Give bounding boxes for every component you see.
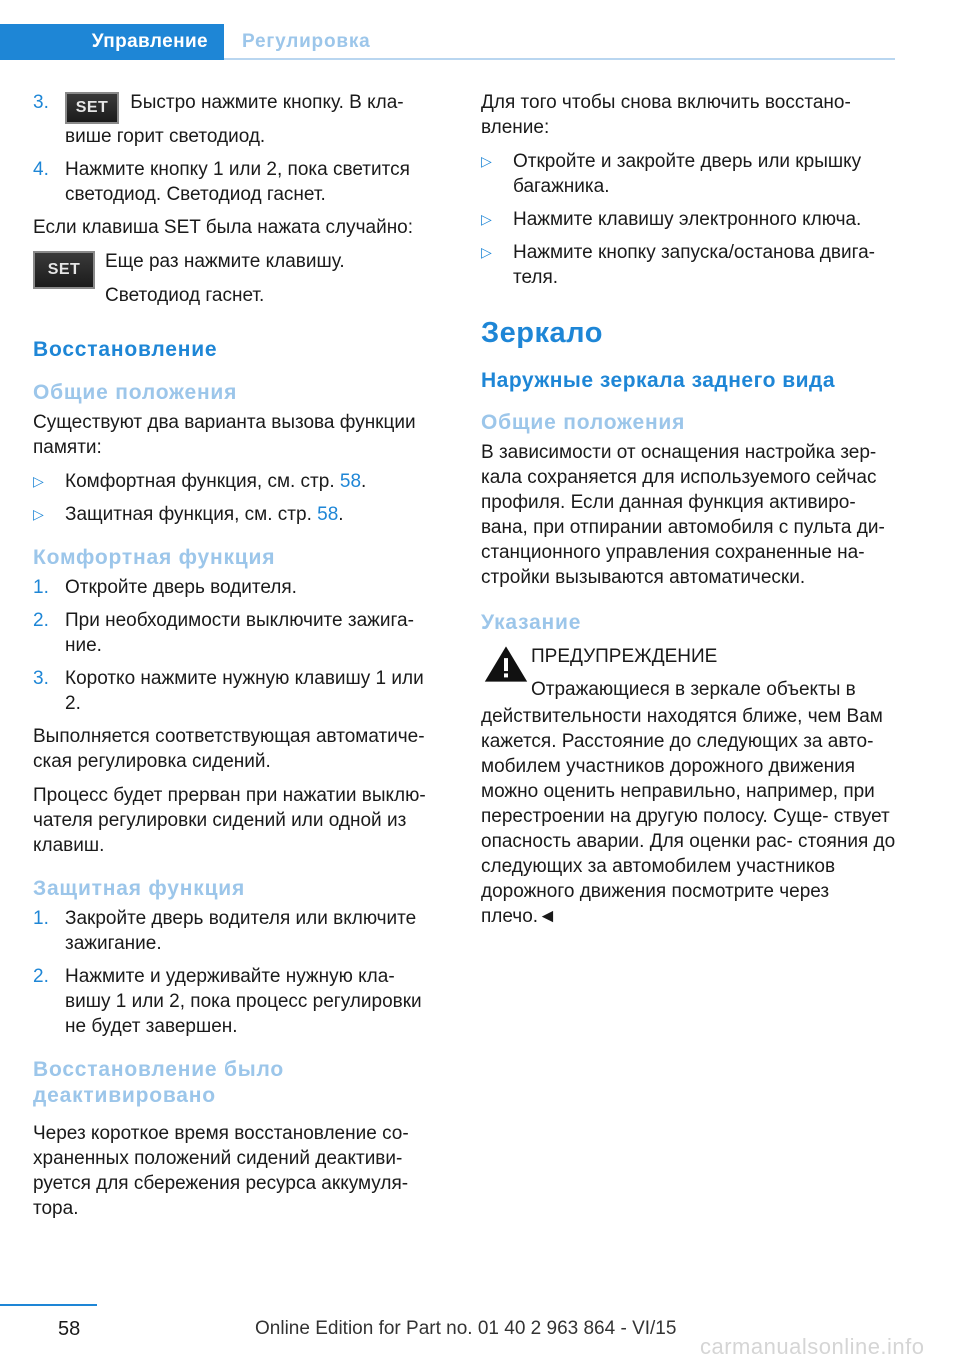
warning-title: ПРЕДУПРЕЖДЕНИЕ (531, 646, 718, 667)
step-text: Откройте дверь водителя. (65, 576, 297, 598)
subsection-heading: Комфортная функция (33, 545, 276, 569)
list-item (33, 608, 443, 658)
subsection-heading: Восстановление было деактивировано (33, 1057, 285, 1107)
bullet-text: Откройте и закройте дверь или крышку багажника. (513, 151, 862, 197)
chapter-heading: Зеркало (481, 317, 603, 349)
warning-text-first: Отражающиеся в зеркале объекты в (531, 679, 856, 700)
paragraph: Еще раз нажмите клавишу. (105, 250, 345, 272)
step-number: 2. (33, 965, 49, 987)
bullet-text: Нажмите кнопку запуска/останова двига‐ теля. (513, 242, 876, 288)
step-text: При необходимости выключите зажига‐ ние. (65, 609, 414, 656)
step-number: 3. (33, 92, 49, 113)
list-item: ▷ Комфортная функция, см. стр. 58. (33, 470, 367, 492)
triangle-bullet-icon: ▷ (33, 505, 44, 522)
step-text: Нажмите и удерживайте нужную кла‐ вишу 1 или 2, пока процесс регулировки не будет завершен. (65, 965, 422, 1037)
step-number: 1. (33, 576, 49, 598)
triangle-bullet-icon: ▷ (481, 244, 492, 260)
page-number: 58 (58, 1318, 81, 1340)
page-link[interactable]: 58 (317, 503, 339, 525)
paragraph: В зависимости от оснащения настройка зер‐ кала сохраняется для используемого сейчас профиля. Если данная функция активиро‐ вана, при отпирании автомобиля с пульта ди‐ станционного управления сохраненные на‐ стройки вызываются автоматически. (481, 442, 885, 588)
tab-adjustment: Регулировка (242, 31, 371, 52)
paragraph: Светодиод гаснет. (105, 284, 265, 306)
section-heading: Восстановление (33, 337, 218, 361)
tab-control: Управление (0, 24, 224, 60)
left-column (33, 90, 443, 1230)
list-item (33, 157, 443, 207)
list-item (33, 575, 443, 600)
triangle-bullet-icon: ▷ (481, 153, 492, 169)
step-text: Быстро нажмите кнопку. В кла‐ више горит светодиод. (65, 92, 404, 147)
step-text: Нажмите кнопку 1 или 2, пока светится светодиод. Светодиод гаснет. (65, 158, 410, 205)
step-text: Закройте дверь водителя или включите зажигание. (65, 907, 417, 954)
paragraph: Процесс будет прерван при нажатии выклю‐ чателя регулировки сидений или одной из клавиш. (33, 784, 426, 856)
step-number: 2. (33, 609, 49, 631)
list-item (33, 90, 443, 149)
comfort-steps (33, 575, 443, 716)
set-button-icon: SET (65, 92, 119, 124)
edition-info: Online Edition for Part no. 01 40 2 963 864 - VI/15 (255, 1318, 677, 1339)
step-number: 3. (33, 667, 49, 689)
watermark: carmanualsonline.info (700, 1334, 925, 1359)
list-item (33, 964, 443, 1039)
list-item (33, 666, 443, 716)
list-item (33, 906, 443, 956)
bullet-text: Нажмите клавишу электронного ключа. (513, 209, 862, 230)
warning-block (481, 644, 896, 702)
triangle-bullet-icon: ▷ (481, 211, 492, 227)
step-number: 4. (33, 158, 49, 180)
header-divider (224, 58, 895, 60)
paragraph: Для того чтобы снова включить восстано‐ вление: (481, 92, 851, 138)
list-item (481, 207, 896, 232)
subsection-heading: Защитная функция (33, 876, 246, 900)
list-item: ▷ Защитная функция, см. стр. 58. (33, 503, 344, 525)
right-column (481, 90, 896, 938)
set-button-icon: SET (33, 251, 95, 289)
set-note (33, 249, 443, 317)
footer-divider (0, 1304, 97, 1306)
paragraph: Выполняется соответствующая автоматиче‐ ская регулировка сидений. (33, 725, 425, 772)
page-link[interactable]: 58 (339, 470, 362, 492)
subsection-heading: Общие положения (481, 411, 686, 434)
step-number: 1. (33, 907, 49, 929)
warning-text: действительности находятся ближе, чем Вам кажется. Расстояние до следующих за авто‐ мобилем участников дорожного движения можно оценить неправильно, например, при перестроении на другую полосу. Суще‐ ствует опасность аварии. Для оценки рас‐ стояния до следующих за автомобилем участников дорожного движения посмотрите через плечо.◄ (481, 706, 896, 927)
list-item (481, 240, 896, 290)
paragraph: Существуют два варианта вызова функции памяти: (33, 411, 416, 458)
subsection-heading: Указание (481, 611, 582, 634)
step-text: Коротко нажмите нужную клавишу 1 или 2. (65, 667, 424, 714)
list-item (481, 149, 896, 199)
warning-triangle-icon (481, 644, 531, 684)
paragraph: Если клавиша SET была нажата случайно: (33, 216, 414, 238)
paragraph: Через короткое время восстановление со‐ храненных положений сидений деактиви‐ руется для сбережения ресурса аккумуля‐ тора. (33, 1122, 409, 1219)
section-heading: Наружные зеркала заднего вида (481, 369, 836, 392)
page-header (0, 24, 895, 62)
triangle-bullet-icon: ▷ (33, 472, 44, 489)
subsection-heading: Общие положения (33, 380, 238, 404)
